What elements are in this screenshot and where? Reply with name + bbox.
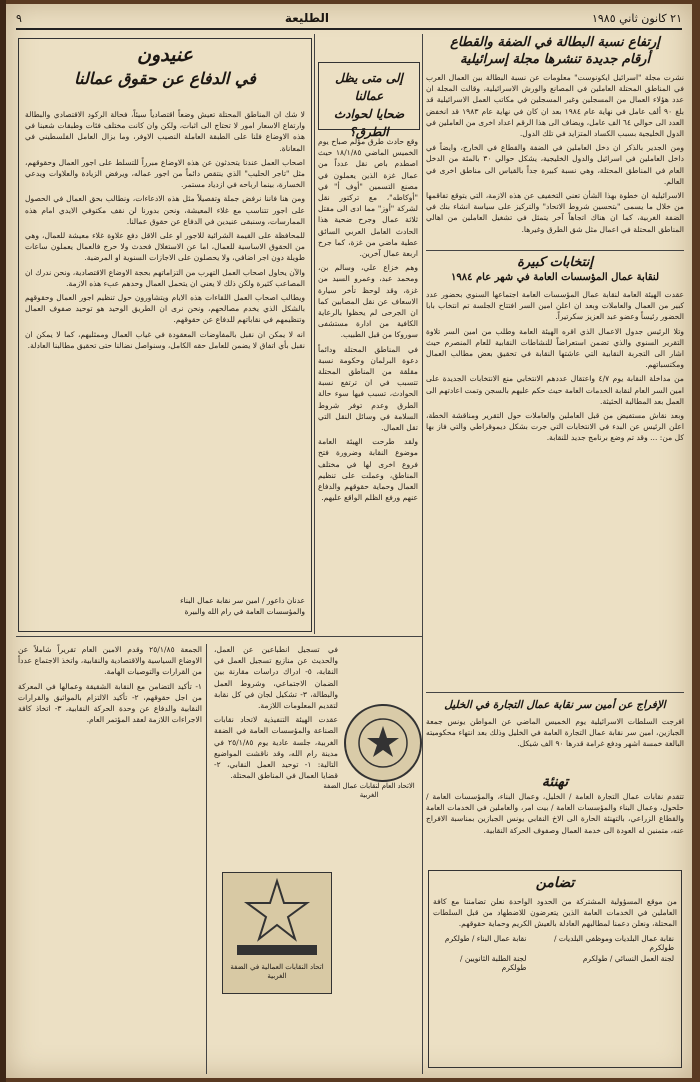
article-defend-rights-signature: [25, 595, 305, 627]
article-conference-paragraph: ١- تأكيد التضامن مع النقابة الشقيقة وعمالها في المعركة من اجل حقوقهم، ٢- تأكيد الالتزام بالمواثيق والقرارات النقابية والدفاع عن وحدة الحركة النقابية، ٣- اتخاذ كافة الاجراءات اللازمة لعقد المؤتمر العام.: [18, 681, 202, 725]
poster-caption: اتحاد النقابات العمالية في الضفة الغربية: [230, 963, 324, 980]
article-defend-rights-title-2: في الدفاع عن حقوق عمالنا: [74, 69, 256, 88]
article-accidents: [318, 136, 418, 632]
article-union-elections-title-1: إنتخابات كبيرة: [517, 255, 593, 270]
article-defend-rights-signature-line-1: عدنان داعور / امين سر نقابة عمال البناء: [180, 596, 305, 605]
article-unemployment-paragraph: ومن الجدير بالذكر ان دخل العاملين في الضفة والقطاع في الخارج، وايضاً في داخل العاملين في اسرائيل والدول الخليجية، يشكل حوالي ٣٠ بالمئة من الدخل العام في المناطق المحتلة، وهي نسبة كبيرة جداً بالقياس الى مناطق اخرى في العالم.: [426, 143, 684, 186]
article-union-elections-paragraph: عقدت الهيئة العامة لنقابة عمال المؤسسات العامة اجتماعها السنوي بحضور عدد كبير من العمال والعاملات وبعد ان اعلن امين السر افتتاح الجلسة تم انتخاب بابا الحضور رئيساً وعضو عبد العزيز سكرتيراً.: [426, 290, 684, 322]
union-logo: [344, 704, 422, 782]
article-union-elections-paragraph: من مداخلة النقابة يوم ٤/٧ واعتقال عددهم الانتخابي منع الانتخابات الجديدة على امين السر العام لنقابة الخدمات العامة حيث حكم عليهم بالسجن وتمت اعادتهم الى العمل بعد المطالبة الحثيثة.: [426, 374, 684, 406]
article-conference-paragraph: الجمعة ٢٥/١/٨٥ وقدم الامين العام تقريراً شاملاً عن الاوضاع السياسية والاقتصادية والنقابية، واتخذ الاجتماع عدداً من القرارات والتوصيات الهامة.: [18, 645, 202, 677]
solidarity-signature: لجنة الطلبة الثانويين / طولكرم: [459, 953, 527, 972]
article-release: [426, 698, 684, 768]
column-rule-2: [314, 34, 315, 634]
solidarity-signature: لجنة العمل النسائي / طولكرم: [582, 953, 674, 963]
article-conference-col-1: [214, 644, 338, 864]
column-rule-3: [206, 644, 207, 1074]
solidarity-inner: [433, 875, 677, 1063]
article-unemployment-paragraph: الاسرائيلية ان خطوة بهذا الشأن تعني التخفيف عن هذه الازمة، التي يتوقع تفاقمها من خلال ما يسمى "بتحسين شروط الاتحاد" والتركيز على سياسة انشاء بنك في الضفة الغربية، كما ان هناك اتجاهاً آخر يتمثل في تشغيل العاملين من اهالي المناطق المحتلة في اعمال مثل شق الطرق وغيرها.: [426, 191, 684, 234]
union-logo-caption: الاتحاد العام لنقابات عمال الضفة الغربية: [323, 782, 415, 799]
article-defend-rights-box: [18, 38, 312, 632]
article-accidents-paragraph: وهم خزاع علي، وسالم بن، ومحمد عبد، وعمرو السيد من غزة، وقد لوحظ تأخر سيارة الاسعاف عن نقل المصابين كما ان الجرحى لم يحظوا بالرعاية الكافية من ادارة مستشفى سوروكا من قبل الطبيب.: [318, 263, 418, 340]
article-defend-rights-paragraph: للمحافظة على القيمة الشرائية للاجور او على الاقل دفع علاوة غلاء معيشة للعمال، وهي من الحقوق الاساسية للعمال، اما عن الاستغلال فحدث ولا حرج فالعمال يعملون ساعات طويلة دون اجر اضافي، ولا يحصلون على الاجازات السنوية او المرضية.: [25, 231, 305, 263]
union-logo-emblem: [346, 706, 420, 780]
congrats-box: [426, 774, 684, 862]
solidarity-signatures: [433, 933, 677, 973]
solidarity-box: [428, 870, 682, 1068]
poster-star-icon: [223, 873, 331, 959]
horizontal-rule-3: [426, 692, 684, 693]
article-accidents-paragraph: في المناطق المحتلة ودائماً دعوة البرلمان وحكومة نسبة مقلقة من المناطق المحتلة تتسبب في ان ترتفع نسبة الحوادث، تسبب فيها سوء حالة الطرق وعدم توفر شروط السلامة في وسائل النقل التي تقل العمال.: [318, 344, 418, 433]
article-union-elections-paragraph: وتلا الرئيس جدول الاعمال الذي اقره الهيئة العامة وطلب من امين السر تلاوة التقرير السنوي والذي تضمن استعراضاً للنشاطات النقابية للعام المنصرم حيث اشار الى التجربة النقابية التي عاشتها النقابة في تحقيق بعض مطالب العمال ومكتسباتهم.: [426, 326, 684, 370]
union-poster-image: [222, 872, 332, 994]
congrats-title: تهنئة: [541, 774, 569, 790]
article-conference-paragraph: عقدت الهيئة التنفيذية لاتحاد نقابات الصناعة والمؤسسات العامة في الضفة الغربية، جلسة عادية يوم ٢٥/١/٨٥ في مدينة رام الله، وقد ناقشت المواضيع التالية: ١- توحيد العمل النقابي، ٢- قضايا العمال في المناطق المحتلة.: [214, 715, 338, 781]
page-header: [16, 8, 682, 30]
solidarity-text: من موقع المسؤولية المشتركة من الحدود الواحدة نعلن تضامننا مع كافة العاملين في الخدمات العامة الذين يتعرضون للاضطهاد من قبل السلطات المحتلة، ونعلن دعمنا لمطالبهم العادلة بالعيش الكريم وحماية حقوقهم.: [433, 897, 677, 929]
article-union-elections-paragraph: وبعد نقاش مستفيض من قبل العاملين والعاملات حول التقرير ومناقشة الخطة، اعلن الرئيس عن البدء في الانتخابات التي جرت بشكل ديموقراطي والتي فاز بها كل من: ... وقد تم وضع برنامج جديد للنقابة.: [426, 411, 684, 443]
article-accidents-title-box: [318, 62, 420, 139]
article-accidents-paragraph: ولقد طرحت الهيئة العامة موضوع النقابة وضرورة فتح فروع اخرى لها في مختلف المناطق، وعملت على تنظيم العمال وحماية حقوقهم والدفاع عنهم ورفع الظلم الواقع عليهم.: [318, 437, 418, 503]
congrats-text: تتقدم نقابات عمال التجارة العامة / الخليل، وعمال البناء، والمؤسسات العامة / حلحول، وعمال البناء والمؤسسات العامة / بيت امر، والعاملين في الخدمات العامة والقطاع الزراعي، بالتهنئة الحارة الى الاخ النقابي يونس الجبازين بمناسبة الافراج عنه، متمنين له العودة الى خدمة العمال وصفوف الحركة النقابية.: [426, 792, 684, 835]
article-defend-rights-signature-line-2: والمؤسسات العامة في رام الله والبيرة: [184, 607, 305, 616]
article-release-paragraph: افرجت السلطات الاسرائيلية يوم الخميس الماضي عن المواطن يونس جمعة الجبازين، امين سر نقابة عمال التجارة العامة في الخليل وذلك بعد انتهاء محكوميته البالغة خمسة اشهر ودفع غرامة قدرها ٩٠ الف شيكل.: [426, 717, 684, 749]
article-conference-col-2: [18, 644, 202, 1064]
article-union-elections-title-2: لنقابة عمال المؤسسات العامة في شهر عام ١٩٨٤: [450, 272, 659, 283]
header-date: ٢١ كانون ثاني ١٩٨٥: [591, 11, 682, 25]
article-defend-rights-paragraph: لا شك ان المناطق المحتلة تعيش وضعاً اقتصادياً سيئاً، فحالة الركود الاقتصادي والبطالة وارتفاع الاسعار امور لا تحتاج الى اثبات، ولكن وان كانت مختلف فئات وطبقات شعبنا في هذه الاوضاع فلنا على الطبقة العاملة النصيب الاوفر، وما يزال العامل الفلسطيني في المعاناة.: [25, 110, 305, 153]
article-unemployment: [426, 34, 684, 246]
article-defend-rights-title-1: عنيدون: [137, 44, 193, 66]
article-defend-rights-paragraph: اصحاب العمل عندنا يتحدثون عن هذه الاوضاع مبرراً للتسلط على اجور العمال وحقوقهم، مثل "تاجر الحليب" الذي ينتقص دائماً من اجور عماله، ويرفض الزيادة والعلاوات ويدعي الخسارة، بينما ارباحه في ازدياد مستمر.: [25, 157, 305, 190]
horizontal-rule-2: [426, 250, 684, 251]
article-conference-paragraph: في تسجيل انطباعين عن العمل، والحديث عن منازيع تسجيل العمل في النقابة، ٥- ادراك دراسات مقارنة بين الضمان الاجتماعي، وشروط العمل والبطالة، ٣- تشكيل لجان في كل نقابة لتقديم المعلومات اللازمة.: [214, 645, 338, 711]
article-defend-rights-body: [25, 109, 305, 589]
article-release-title: الإفراج عن أمين سر نقابة عمال التجارة في الخليل: [444, 699, 666, 711]
column-rule-1: [422, 34, 423, 1074]
article-unemployment-paragraph: نشرت مجلة "اسرائيل ايكونوست" معلومات عن نسبة البطالة بين العمال العرب في المناطق المحتلة العاملين في المصانع والورش الاسرائيلية، وقالت المجلة ان عدد هؤلاء العمال من المسجلين وغير المسجلين في مكاتب العمل الاسرائيلية قد بلغ ٩٠ ألف عامل في نهاية عام ١٩٨٤ بعد ان كان في نهاية عام ١٩٨٣ قد انخفض العدد الى حوالي ٦٤ الف عامل، ويضاف الى هذا الرقم اعداد اخرى من العاملين في الدول الخليجية بسبب الكساد المتزايد في تلك الدول.: [426, 73, 684, 139]
solidarity-signature: نقابة عمال البناء / طولكرم: [444, 933, 527, 943]
solidarity-title: تضامن: [535, 875, 575, 891]
article-defend-rights-paragraph: انه لا يمكن ان نقبل بالمفاوضات المعقودة في غياب العمال وممثليهم، كما لا يمكن ان نقبل بأي اتفاق لا يضمن للعامل حقه الكامل، وسنواصل نضالنا حتى تحقيق مطالبنا العادلة.: [25, 329, 305, 350]
article-union-elections: [426, 254, 684, 688]
article-accidents-title-1: إلى متى يظل عمالنا: [335, 71, 403, 103]
header-page-number: ٩: [16, 11, 22, 25]
solidarity-signature: نقابة عمال البلديات وموظفي البلديات / طولكرم: [554, 933, 674, 952]
header-paper-name: الطليعة: [284, 11, 330, 25]
article-accidents-title-2: ضحايا لحوادث الطرق؟: [333, 107, 405, 139]
article-defend-rights-paragraph: ويطالب اصحاب العمل اللقاءات هذه الايام ويتشاورون حول تنظيم اجور العمال وحقوقهم بالشكل الذي يخدم مصالحهم، ونحن نرى ان الطريق الوحيد هو توحيد صفوف العمال وتنظيمهم في نقاباتهم للدفاع عن حقوقهم.: [25, 293, 305, 325]
article-defend-rights-paragraph: ومن هنا فاننا نرفض جملة وتفصيلاً مثل هذه الادعاءات، ونطالب بحق العمال في الحصول على اجور تتناسب مع غلاء المعيشة، ونحن بدورنا لن نقف مكتوفي الايدي امام هذه الممارسات، وسنبقى عنيدين في الدفاع عن حقوق عمالنا.: [25, 194, 305, 226]
newspaper-page: [6, 4, 692, 1078]
article-accidents-paragraph: وقع حادث طرق مؤلم صباح يوم الخميس الماضي ١٨/١/٨٥ حيث اصطدم باص نقل عدداً من عمال غزة الذين يعملون في مصنع التسمين "أوف أ" في "أوكاطه"، مع تركتور نقل لشركة "أوز" مما ادى الى مقتل ثلاثة عمال وجرح ضحية هذا الحادث العامل العربي السائق عطية ماضي من غزة، كما جرح اربعة عمال آخرين.: [318, 137, 418, 259]
article-unemployment-title-1: إرتفاع نسبة البطالة في الضفة والقطاع: [450, 35, 660, 50]
article-defend-rights-header: [25, 43, 305, 103]
article-unemployment-title-2: أرقام جديدة تنشرها مجلة إسرائيلية: [459, 52, 651, 67]
horizontal-rule-1: [16, 636, 422, 637]
article-defend-rights-paragraph: والآن يحاول اصحاب العمل التهرب من التزاماتهم بحجة الاوضاع الاقتصادية، ونحن ندرك ان المصاعب كثيرة ولكن ذلك لا يعني ان يتحمل العمال وحدهم عبء هذه الازمة.: [25, 267, 305, 288]
